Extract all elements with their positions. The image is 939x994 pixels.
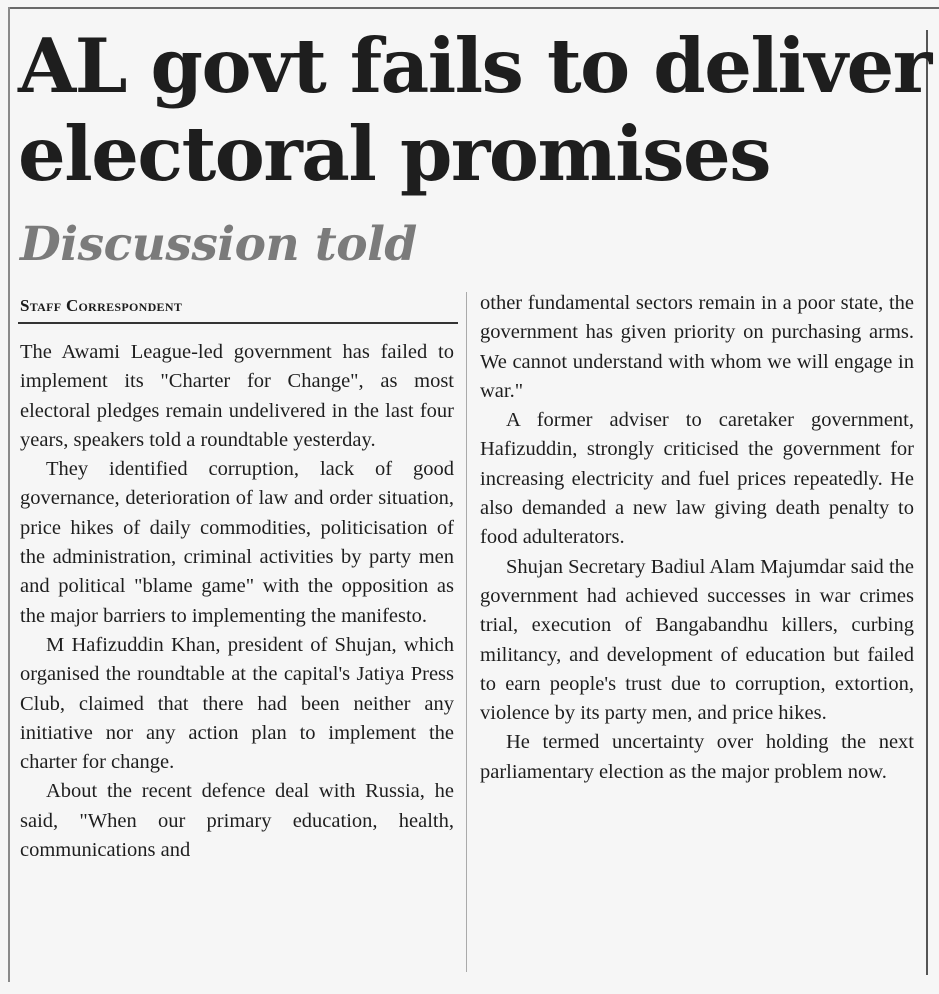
right-column <box>480 289 914 787</box>
paragraph: They identified corruption, lack of good governance, deterioration of law and order situation, price hikes of daily commodities, politicisation of the administration, criminal activities by party men and political "blame game" with the opposition as the major barriers to implementing the manifesto. <box>20 458 454 627</box>
headline <box>18 22 931 198</box>
left-border <box>8 7 10 982</box>
paragraph: M Hafizuddin Khan, president of Shujan, which organised the roundtable at the capital's Jatiya Press Club, claimed that there had been neither any initiative nor any action plan to implement the charter for change. <box>20 633 454 774</box>
paragraph: Shujan Secretary Badiul Alam Majumdar said the government had achieved successes in war crimes trial, execution of Bangabandhu killers, curbing militancy, and development of education but failed to earn people's trust due to corruption, extortion, violence by its party men, and price hikes. <box>480 555 914 725</box>
left-column <box>20 338 454 865</box>
paragraph: About the recent defence deal with Russia, he said, "When our primary education, health, communications and <box>20 780 454 862</box>
paragraph: other fundamental sectors remain in a poor state, the government has given priority on purchasing arms. We cannot understand with whom we will engage in war." <box>480 292 914 402</box>
byline: Staff Correspondent <box>20 296 183 315</box>
subheadline: Discussion told <box>20 217 417 272</box>
paragraph: He termed uncertainty over holding the next parliamentary election as the major problem now. <box>480 731 914 783</box>
top-border <box>8 7 939 9</box>
headline-line-2: electoral promises <box>18 110 770 198</box>
column-divider <box>466 292 467 972</box>
paragraph: The Awami League-led government has failed to implement its "Charter for Change", as most electoral pledges remain undelivered in the last four years, speakers told a roundtable yesterday. <box>20 341 454 451</box>
right-border <box>926 30 928 975</box>
headline-line-1: AL govt fails to deliver <box>18 22 931 110</box>
paragraph: A former adviser to caretaker government, Hafizuddin, strongly criticised the government for increasing electricity and fuel prices repeatedly. He also demanded a new law giving death penalty to food adulterators. <box>480 409 914 549</box>
byline-divider <box>18 322 458 324</box>
